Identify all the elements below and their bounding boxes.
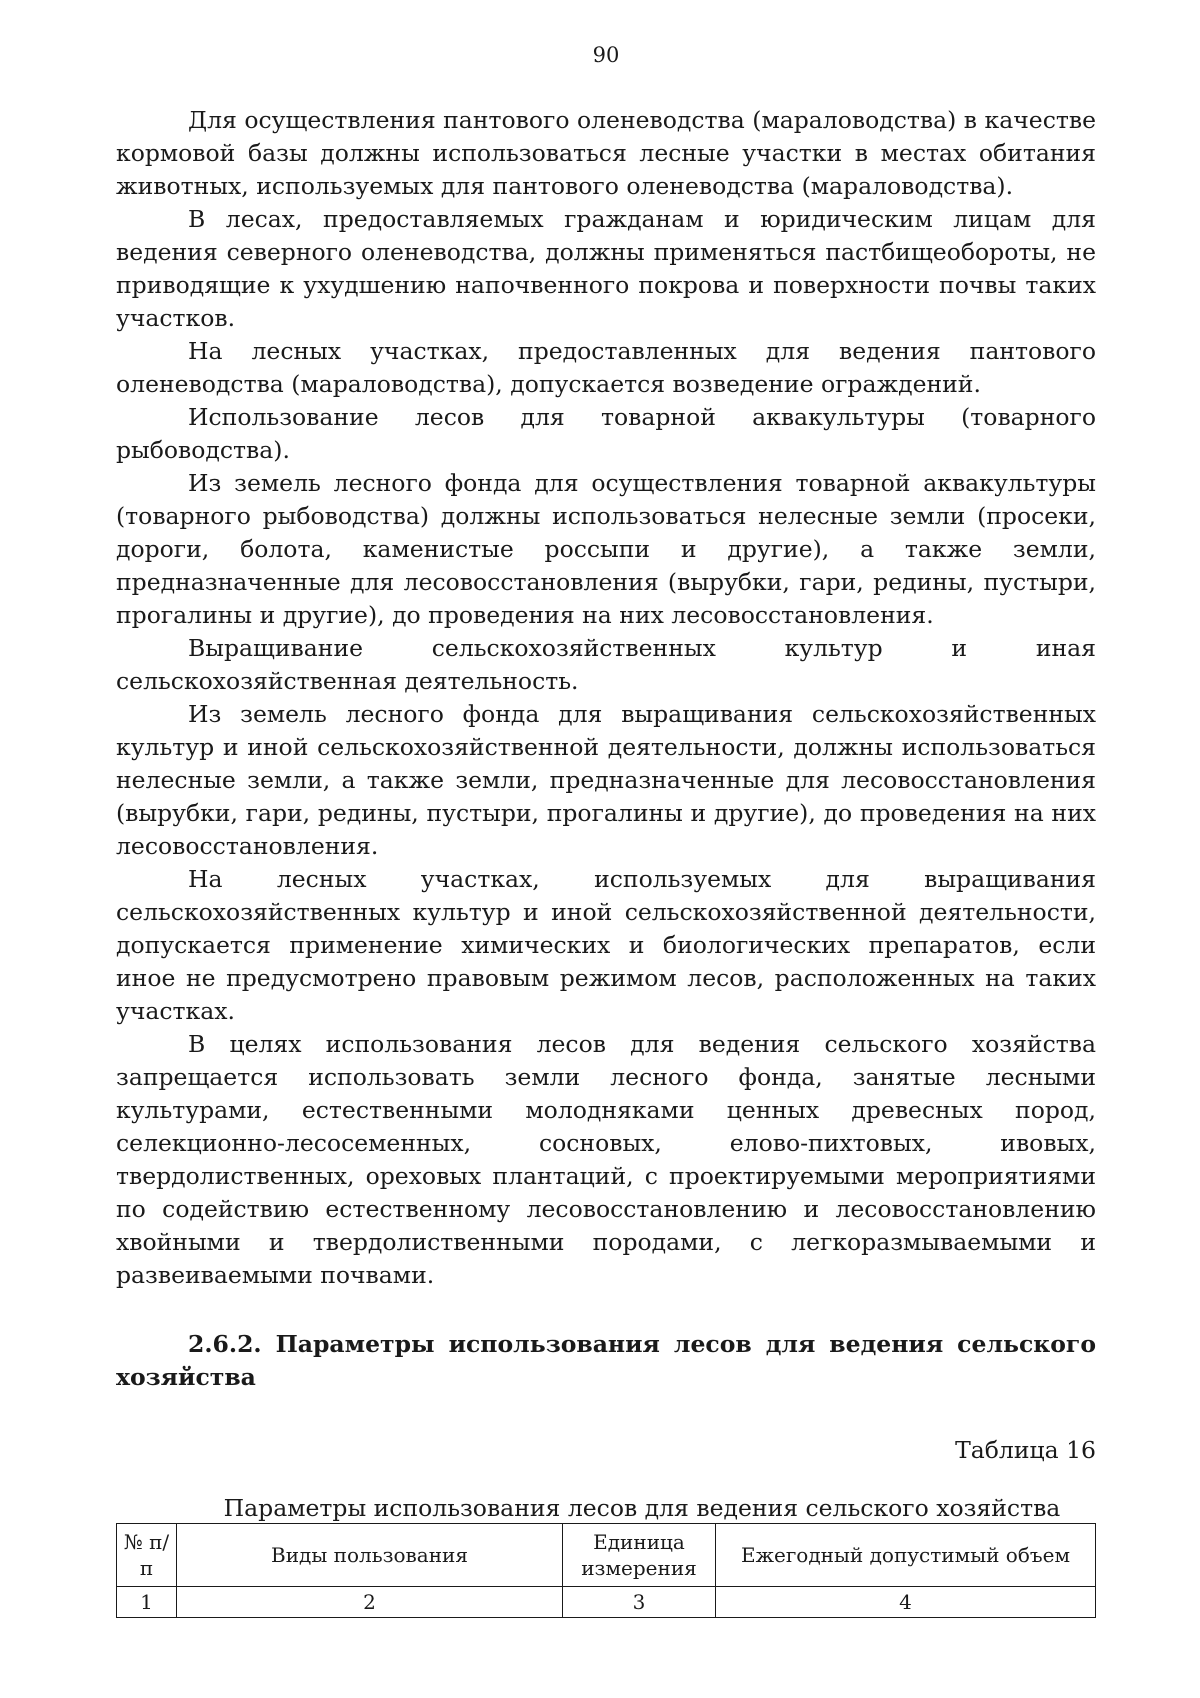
- header-usage-type: Виды пользования: [177, 1524, 563, 1587]
- table-row: [117, 1587, 1096, 1618]
- header-annual-volume: Ежегодный допустимый объем: [716, 1524, 1096, 1587]
- section-heading: 2.6.2. Параметры использования лесов для ведения сельского хозяйства: [116, 1330, 1096, 1391]
- paragraph-5: Из земель лесного фонда для осуществления товарной аквакультуры (товарного рыбоводства) должны использоваться нелесные земли (просеки, дороги, болота, каменистые россыпи и другие), а также земли, предназначенные для лесовосстановления (вырубки, гари, редины, пустыри, прогалины и другие), до проведения на них лесовосстановления.: [116, 469, 1096, 629]
- paragraph-6: Выращивание сельскохозяйственных культур и иная сельскохозяйственная деятельность.: [116, 634, 1096, 695]
- table-label: Таблица 16: [955, 1436, 1096, 1464]
- paragraph-4: Использование лесов для товарной аквакультуры (товарного рыбоводства).: [116, 403, 1096, 464]
- cell-unit: 3: [563, 1587, 716, 1618]
- header-unit: Единица измерения: [563, 1524, 716, 1587]
- paragraph-3: На лесных участках, предоставленных для ведения пантового оленеводства (мараловодства), допускается возведение ограждений.: [116, 337, 1096, 398]
- document-page: [116, 40, 1096, 1618]
- cell-usage-type: 2: [177, 1587, 563, 1618]
- paragraph-9: В целях использования лесов для ведения сельского хозяйства запрещается использовать земли лесного фонда, занятые лесными культурами, естественными молодняками ценных древесных пород, селекционно-лесосеменных, сосновых, елово-пихтовых, ивовых, твердолиственных, ореховых плантаций, с проектируемыми мероприятиями по содействию естественному лесовосстановлению и лесовосстановлению хвойными и твердолиственными породами, с легкоразмываемыми и развеиваемыми почвами.: [116, 1030, 1096, 1289]
- cell-number: 1: [117, 1587, 177, 1618]
- paragraph-8: На лесных участках, используемых для выращивания сельскохозяйственных культур и иной сельскохозяйственной деятельности, допускается применение химических и биологических препаратов, если иное не предусмотрено правовым режимом лесов, расположенных на таких участках.: [116, 865, 1096, 1025]
- table-header-row: [117, 1524, 1096, 1587]
- cell-annual-volume: 4: [716, 1587, 1096, 1618]
- header-number: № п/п: [117, 1524, 177, 1587]
- paragraph-2: В лесах, предоставляемых гражданам и юридическим лицам для ведения северного оленеводства, должны применяться пастбищеобороты, не приводящие к ухудшению напочвенного покрова и поверхности почвы таких участков.: [116, 205, 1096, 332]
- paragraph-7: Из земель лесного фонда для выращивания сельскохозяйственных культур и иной сельскохозяйственной деятельности, должны использоваться нелесные земли, а также земли, предназначенные для лесовосстановления (вырубки, гари, редины, пустыри, прогалины и другие), до проведения на них лесовосстановления.: [116, 700, 1096, 860]
- table-caption: Параметры использования лесов для ведения сельского хозяйства: [223, 1494, 1061, 1522]
- paragraph-1: Для осуществления пантового оленеводства (мараловодства) в качестве кормовой базы должны использоваться лесные участки в местах обитания животных, используемых для пантового оленеводства (мараловодства).: [116, 106, 1096, 200]
- parameters-table: [116, 1523, 1096, 1618]
- page-number: 90: [592, 43, 620, 67]
